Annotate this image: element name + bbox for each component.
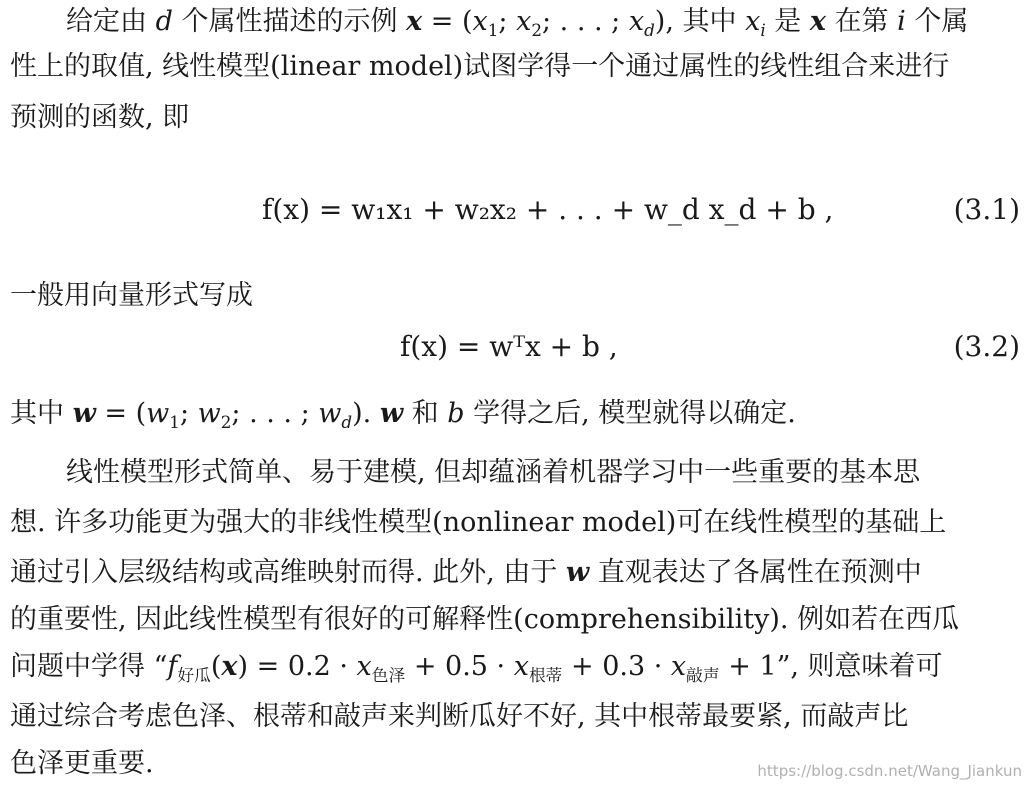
var-xi: x	[745, 6, 761, 37]
text: + 0.5 ·	[405, 651, 514, 682]
text: 给定由	[66, 6, 156, 37]
var-w-bold: w	[565, 557, 590, 588]
text: ; . . . ;	[541, 6, 629, 37]
paragraph-2: 一般用向量形式写成	[10, 280, 253, 311]
text: = (	[95, 398, 147, 429]
paragraph-4-line-1: 线性模型形式简单、易于建模, 但却蕴涵着机器学习中一些重要的基本思	[66, 457, 921, 488]
paragraph-1-line-2: 性上的取值, 线性模型(linear model)试图学得一个通过属性的线性组合来进行	[10, 51, 950, 82]
text: + 1”	[719, 651, 791, 682]
text: 和	[403, 398, 448, 429]
var-x: x	[356, 651, 372, 682]
equation-3-2	[0, 325, 1030, 369]
var-f: f	[167, 651, 178, 682]
text: ) = 0.2 ·	[237, 651, 357, 682]
equation-3-1	[0, 188, 1030, 232]
paragraph-4-line-3	[0, 553, 1030, 593]
text: = (	[422, 6, 473, 37]
paragraph-3	[0, 394, 1030, 434]
subscript: 根蒂	[528, 664, 563, 685]
var-x1: x	[472, 6, 488, 37]
text: 个属性描述的示例	[172, 6, 407, 37]
text: 个属	[905, 6, 969, 37]
text: ),	[654, 6, 674, 37]
var-xd: x	[628, 6, 645, 37]
text: 是	[765, 6, 810, 37]
paragraph-1-line-3: 预测的函数, 即	[10, 102, 190, 133]
text: ).	[352, 398, 372, 429]
equation-3-2-body: f(x) = wᵀx + b ,	[400, 330, 618, 363]
equation-3-1-number: (3.1)	[953, 193, 1020, 226]
var-x-bold: x	[221, 651, 238, 682]
text: ;	[498, 6, 517, 37]
subscript: d	[644, 19, 655, 40]
var-d: d	[155, 6, 173, 37]
text: ;	[179, 398, 198, 429]
var-wd: w	[318, 398, 342, 429]
paragraph-4-line-6: 通过综合考虑色泽、根蒂和敲声来判断瓜好不好, 其中根蒂最要紧, 而敲声比	[10, 701, 909, 732]
subscript: d	[341, 411, 353, 432]
var-x2: x	[516, 6, 532, 37]
var-w1: w	[146, 398, 170, 429]
watermark: https://blog.csdn.net/Wang_Jiankun	[757, 762, 1022, 780]
var-b: b	[447, 398, 465, 429]
subscript: i	[760, 19, 766, 40]
paragraph-1-line-1	[0, 2, 1030, 42]
var-x-bold: x	[809, 6, 826, 37]
subscript: 1	[487, 19, 499, 40]
var-w-bold: w	[72, 398, 96, 429]
text: 问题中学得 “	[10, 651, 168, 682]
text: 其中	[673, 6, 746, 37]
subscript: 色泽	[371, 664, 406, 685]
paragraph-4-line-5	[0, 647, 1030, 687]
text: 通过引入层级结构或高维映射而得. 此外, 由于	[10, 557, 566, 588]
text: ; . . . ;	[231, 398, 319, 429]
subscript: 2	[531, 19, 542, 40]
var-x: x	[670, 651, 687, 682]
text: 在第	[825, 6, 898, 37]
var-i: i	[897, 6, 906, 37]
subscript: 好瓜	[177, 664, 211, 685]
var-x-bold: x	[406, 6, 423, 37]
paragraph-4-line-7: 色泽更重要.	[10, 748, 154, 779]
paragraph-4-line-2: 想. 许多功能更为强大的非线性模型(nonlinear model)可在线性模型的基础上	[10, 507, 947, 538]
text: 其中	[10, 398, 73, 429]
text: (	[210, 651, 222, 682]
text: 学得之后, 模型就得以确定.	[464, 398, 796, 429]
var-x: x	[513, 651, 529, 682]
equation-3-1-body: f(x) = w₁x₁ + w₂x₂ + . . . + w_d x_d + b ,	[262, 193, 834, 226]
text: + 0.3 ·	[562, 651, 671, 682]
subscript: 1	[169, 411, 180, 432]
var-w-bold: w	[379, 398, 404, 429]
paragraph-4-line-4: 的重要性, 因此线性模型有很好的可解释性(comprehensibility). 例如若在西瓜	[10, 604, 960, 635]
text: 直观表达了各属性在预测中	[589, 557, 922, 588]
var-w2: w	[197, 398, 221, 429]
text: , 则意味着可	[790, 651, 943, 682]
equation-3-2-number: (3.2)	[953, 330, 1020, 363]
subscript: 敲声	[686, 664, 720, 685]
subscript: 2	[220, 411, 232, 432]
